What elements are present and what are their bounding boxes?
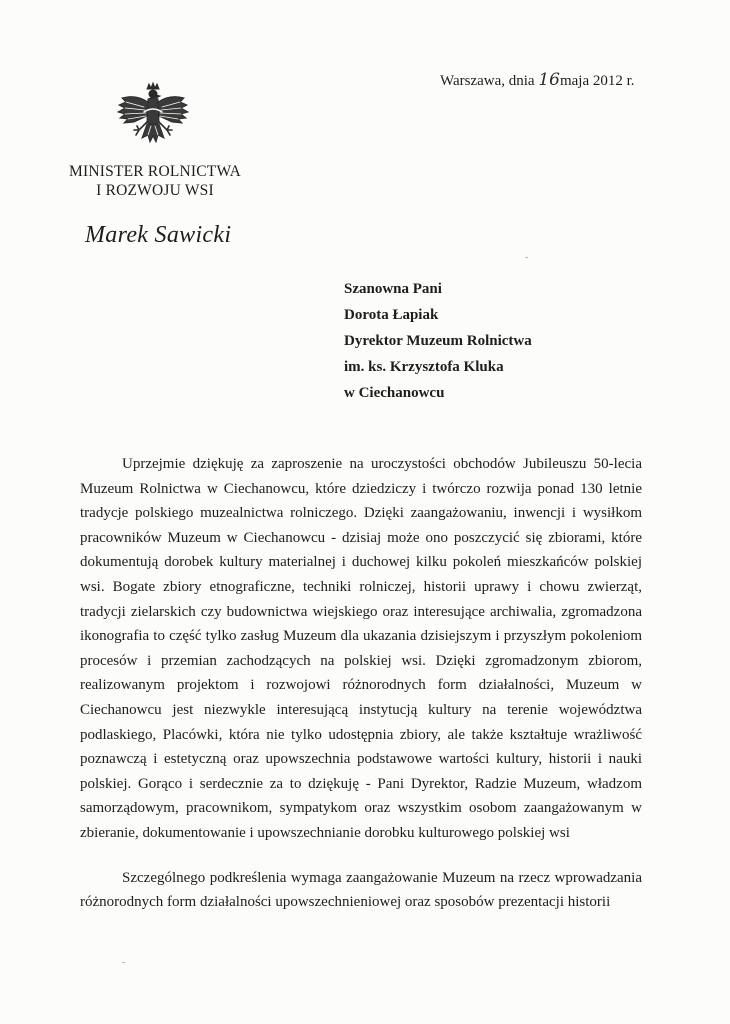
ministry-line-2: I ROZWOJU WSI xyxy=(96,182,214,199)
ministry-heading xyxy=(60,162,250,200)
recipient-salutation: Szanowna Pani xyxy=(344,281,442,297)
date-prefix: Warszawa, dnia xyxy=(440,73,535,89)
body-paragraph-1: Uprzejmie dziękuję za zaproszenie na uroczystości obchodów Jubileuszu 50-lecia Muzeum Rolnictwa w Ciechanowcu, które dziedziczy i twórczo rozwija ponad 130 letnie tradycje polskiego muzealnictwa rolniczego. Dzięki zaangażowaniu, inwencji i wysiłkom pracowników Muzeum w Ciechanowcu - dzisiaj może ono poszczycić się zbiorami, które dokumentują dorobek kultury materialnej i duchowej kilku pokoleń mieszkańców polskiej wsi. Bogate zbiory etnograficzne, techniki rolniczej, historii uprawy i chowu zwierząt, tradycji zielarskich czy budownictwa wiejskiego oraz interesujące archiwalia, zgromadzona ikonografia to część tylko zasług Muzeum dla ukazania dzisiejszym i przyszłym pokoleniom procesów i przemian zachodzących na polskiej wsi. Dzięki zgromadzonym zbiorom, realizowanym projektom i rozwojowi różnorodnych form działalności, Muzeum w Ciechanowcu jest niezwykle interesującą instytucją kultury na terenie województwa podlaskiego, Placówki, która nie tylko udostępnia zbiory, ale także kształtuje wrażliwość poznawczą i estetyczną oraz upowszechnia podstawowe wartości kultury, historii i nauki polskiej. Gorąco i serdecznie za to dziękuję - Pani Dyrektor, Radzie Muzeum, władzom samorządowym, pracownikom, sympatykom oraz wszystkim osobom zaangażowanym w zbieranie, dokumentowanie i upowszechnianie dorobku kulturowego polskiej wsi xyxy=(80,456,642,841)
body-paragraph-2: Szczególnego podkreślenia wymaga zaangażowanie Muzeum na rzecz wprowadzania różnorodnych form działalności upowszechnieniowej oraz sposobów prezentacji historii xyxy=(80,869,642,911)
polish-eagle-emblem-icon xyxy=(114,80,192,160)
scan-speck xyxy=(122,962,125,963)
recipient-address xyxy=(344,276,532,406)
ministry-line-1: MINISTER ROLNICTWA xyxy=(69,163,241,180)
recipient-name: Dorota Łapiak xyxy=(344,307,439,323)
scan-speck xyxy=(525,257,528,258)
minister-name: Marek Sawicki xyxy=(85,222,232,248)
letter-date xyxy=(440,70,635,90)
letter-body xyxy=(80,452,642,915)
recipient-location: w Ciechanowcu xyxy=(344,385,445,401)
recipient-museum-name: im. ks. Krzysztofa Kluka xyxy=(344,359,504,375)
recipient-title: Dyrektor Muzeum Rolnictwa xyxy=(344,333,532,349)
date-day-handwritten: 16 xyxy=(538,70,560,90)
date-suffix: maja 2012 r. xyxy=(559,73,635,89)
